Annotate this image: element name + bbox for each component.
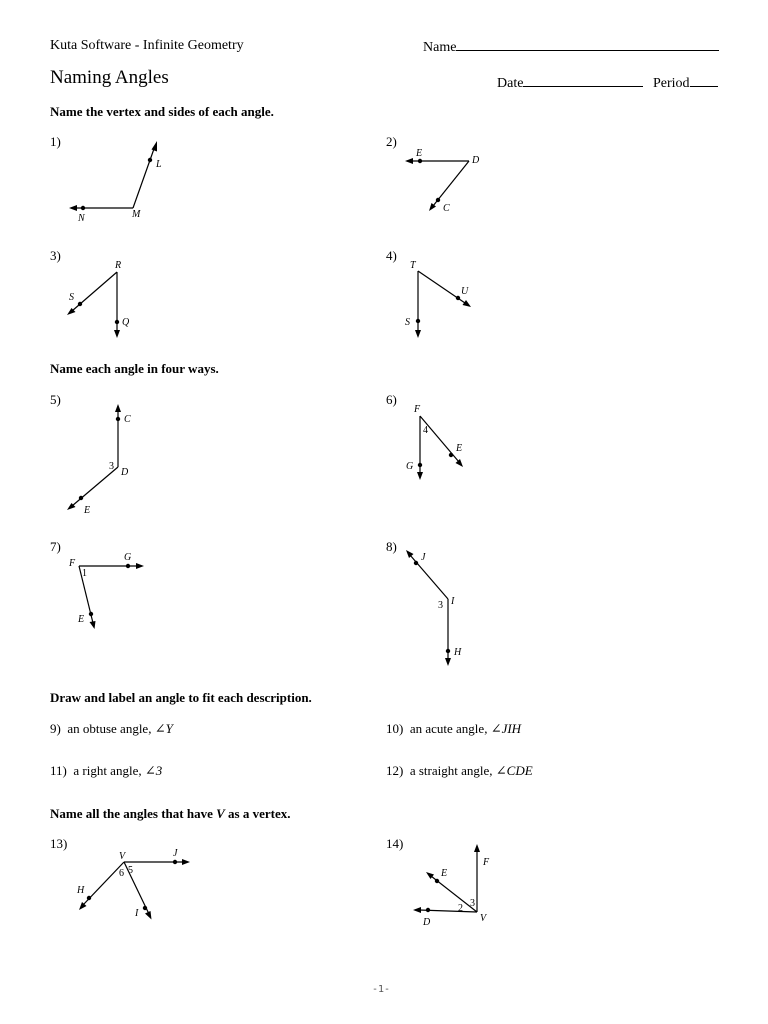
page-title: Naming Angles — [50, 67, 169, 88]
section-4-text-end: as a vertex. — [224, 806, 291, 821]
point-label-J: J — [421, 552, 426, 563]
angle-number-3: 3 — [470, 898, 475, 909]
problem-number-9: 9) — [50, 721, 61, 736]
problem-text-10: an acute angle, — [409, 721, 491, 736]
point-label-E: E — [84, 505, 91, 516]
name-label: Name — [423, 40, 457, 55]
point-label-V: V — [119, 851, 126, 862]
angle-number-2: 2 — [458, 903, 463, 914]
date-label: Date — [497, 76, 524, 91]
point-label-M: M — [132, 209, 141, 220]
point-label-N: N — [78, 213, 85, 224]
angle-number-5: 5 — [128, 865, 133, 876]
problem-number-8: 8) — [386, 539, 397, 554]
point-label-R: R — [115, 260, 122, 271]
point-label-D: D — [423, 917, 431, 928]
point-label-C: C — [124, 414, 131, 425]
point-label-F: F — [69, 558, 76, 569]
section-heading-draw-label: Draw and label an angle to fit each description. — [50, 690, 312, 705]
page-number: -1- — [372, 984, 391, 995]
point-label-I: I — [135, 908, 139, 919]
problem-number-3: 3) — [50, 248, 61, 263]
point-label-J: J — [173, 848, 178, 859]
problem-number-11: 11) — [50, 763, 67, 778]
angle-name-11: ∠3 — [144, 763, 163, 778]
point-label-C: C — [443, 203, 450, 214]
point-label-E: E — [78, 614, 85, 625]
point-label-I: I — [451, 596, 455, 607]
software-title: Kuta Software - Infinite Geometry — [50, 38, 244, 53]
section-4-text: Name all the angles that have — [50, 806, 217, 821]
angle-name-9: ∠Y — [154, 721, 173, 736]
point-label-F: F — [414, 404, 421, 415]
problem-number-1: 1) — [50, 134, 61, 149]
problem-number-6: 6) — [386, 392, 397, 407]
problem-number-5: 5) — [50, 392, 61, 407]
angle-number-4: 4 — [423, 425, 428, 436]
point-label-D: D — [472, 155, 480, 166]
point-label-G: G — [124, 552, 132, 563]
problem-number-2: 2) — [386, 134, 397, 149]
problem-number-13: 13) — [50, 836, 68, 851]
problem-number-12: 12) — [386, 763, 404, 778]
point-label-E: E — [456, 443, 463, 454]
angle-name-10: ∠JIH — [490, 721, 522, 736]
point-label-E: E — [441, 868, 448, 879]
problem-text-11: a right angle, — [73, 763, 145, 778]
problem-number-14: 14) — [386, 836, 404, 851]
section-4-variable: V — [216, 806, 225, 821]
point-label-V: V — [480, 913, 487, 924]
problem-number-7: 7) — [50, 539, 61, 554]
angle-number-3: 3 — [109, 461, 114, 472]
angle-number-1: 1 — [82, 568, 87, 579]
point-label-S: S — [69, 292, 74, 303]
section-heading-vertex-sides: Name the vertex and sides of each angle. — [50, 104, 274, 119]
angle-name-12: ∠CDE — [495, 763, 533, 778]
point-label-H: H — [77, 885, 85, 896]
problem-text-9: an obtuse angle, — [67, 721, 155, 736]
angle-number-3: 3 — [438, 600, 443, 611]
point-label-T: T — [410, 260, 416, 271]
point-label-E: E — [416, 148, 423, 159]
point-label-U: U — [461, 286, 469, 297]
point-label-Q: Q — [122, 317, 130, 328]
point-label-L: L — [156, 159, 162, 170]
section-heading-four-ways: Name each angle in four ways. — [50, 361, 219, 376]
point-label-F: F — [483, 857, 490, 868]
point-label-H: H — [454, 647, 462, 658]
angle-number-6: 6 — [119, 868, 124, 879]
problem-number-4: 4) — [386, 248, 397, 263]
point-label-S: S — [405, 317, 410, 328]
point-label-G: G — [406, 461, 414, 472]
point-label-D: D — [121, 467, 129, 478]
problem-number-10: 10) — [386, 721, 404, 736]
problem-text-12: a straight angle, — [409, 763, 496, 778]
period-label: Period — [653, 76, 690, 91]
